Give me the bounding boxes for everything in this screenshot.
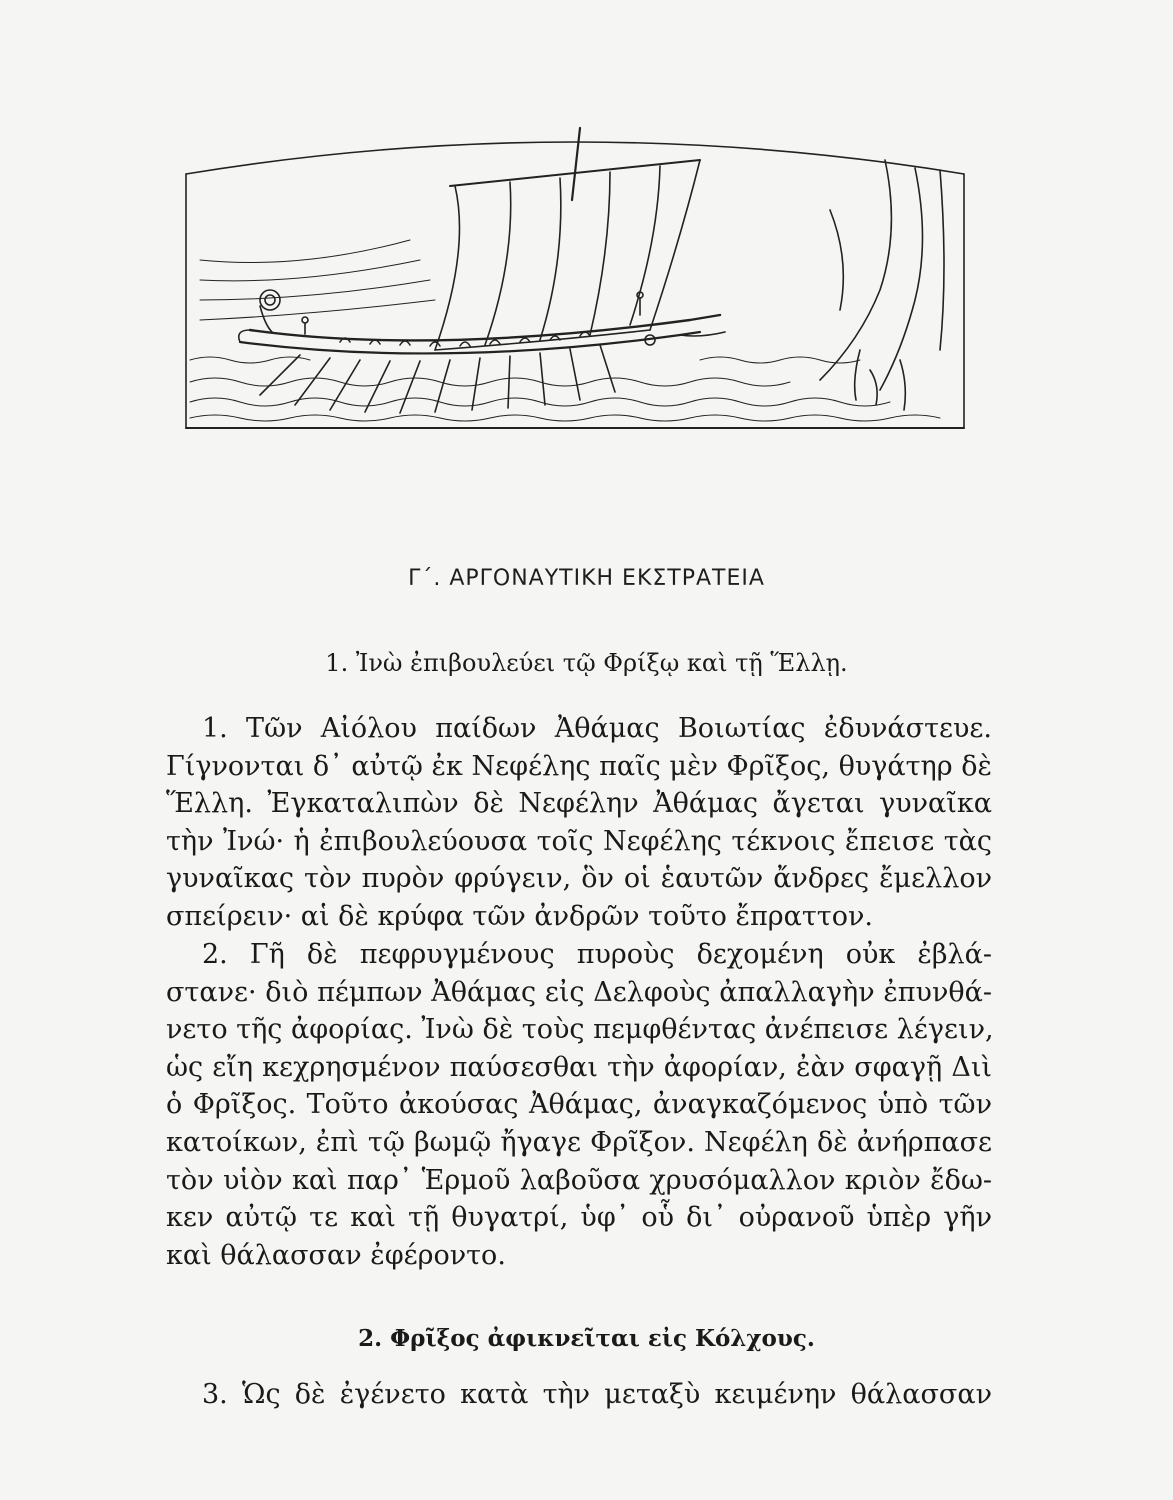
text-line: γυναῖκας τὸν πυρὸν φρύγειν, ὃν οἱ ἑαυτῶν ἄνδρες ἔμελλον [166,863,992,895]
section-heading-2: 2. Φρῖξος ἀφικνεῖται εἰς Κόλχους. [358,1325,815,1352]
text-line: στανε· διὸ πέμπων Ἀθάμας εἰς Δελφοὺς ἀπαλλαγὴν ἐπυνθά- [166,976,992,1008]
text-line: 3. Ὡς δὲ ἐγένετο κατὰ τὴν μεταξὺ κειμένην θάλασσαν [202,1379,992,1410]
paragraph-3 [166,1376,992,1414]
section-heading-1: 1. Ἰνὼ ἐπιβουλεύει τῷ Φρίξῳ καὶ τῇ Ἕλλῃ. [325,649,848,677]
ship-illustration [180,120,970,440]
text-line: τὴν Ἰνώ· ἡ ἐπιβουλεύουσα τοῖς Νεφέλης τέκνοις ἔπεισε τὰς [166,825,992,857]
text-line: ὡς εἴη κεχρησμένον παύσεσθαι τὴν ἀφορίαν, ἐὰν σφαγῇ Διὶ [166,1051,992,1083]
text-line: νετο τῆς ἀφορίας. Ἰνὼ δὲ τοὺς πεμφθέντας ἀνέπεισε λέγειν, [166,1014,994,1046]
text-line: 2. Γῆ δὲ πεφρυγμένους πυροὺς δεχομένη οὐκ ἐβλά- [202,939,992,970]
paragraph-1 [166,710,992,936]
text-line: κεν αὐτῷ τε καὶ τῇ θυγατρί, ὑφ᾽ οὗ δι᾽ οὐρανοῦ ὑπὲρ γῆν [166,1202,992,1234]
chapter-title: Γ΄. ΑΡΓΟΝΑΥΤΙΚΗ ΕΚΣΤΡΑΤΕΙΑ [408,566,765,591]
text-line: καὶ θάλασσαν ἐφέροντο. [166,1239,506,1271]
text-line: 1. Τῶν Αἰόλου παίδων Ἀθάμας Βοιωτίας ἐδυνάστευε. [202,713,992,744]
text-line: Ἕλλη. Ἐγκαταλιπὼν δὲ Νεφέλην Ἀθάμας ἄγεται γυναῖκα [166,788,992,820]
paragraph-2 [166,936,992,1274]
text-line: σπείρειν· αἱ δὲ κρύφα τῶν ἀνδρῶν τοῦτο ἔπραττον. [166,900,873,932]
text-line: τὸν υἱὸν καὶ παρ᾽ Ἑρμοῦ λαβοῦσα χρυσόμαλλον κριὸν ἔδω- [166,1164,992,1196]
text-line: κατοίκων, ἐπὶ τῷ βωμῷ ἤγαγε Φρῖξον. Νεφέλη δὲ ἀνήρπασε [166,1126,992,1158]
argo-ship-icon [180,120,970,440]
text-line: Γίγνονται δ᾽ αὐτῷ ἐκ Νεφέλης παῖς μὲν Φρῖξος, θυγάτηρ δὲ [166,750,992,782]
text-line: ὁ Φρῖξος. Τοῦτο ἀκούσας Ἀθάμας, ἀναγκαζόμενος ὑπὸ τῶν [166,1089,992,1121]
